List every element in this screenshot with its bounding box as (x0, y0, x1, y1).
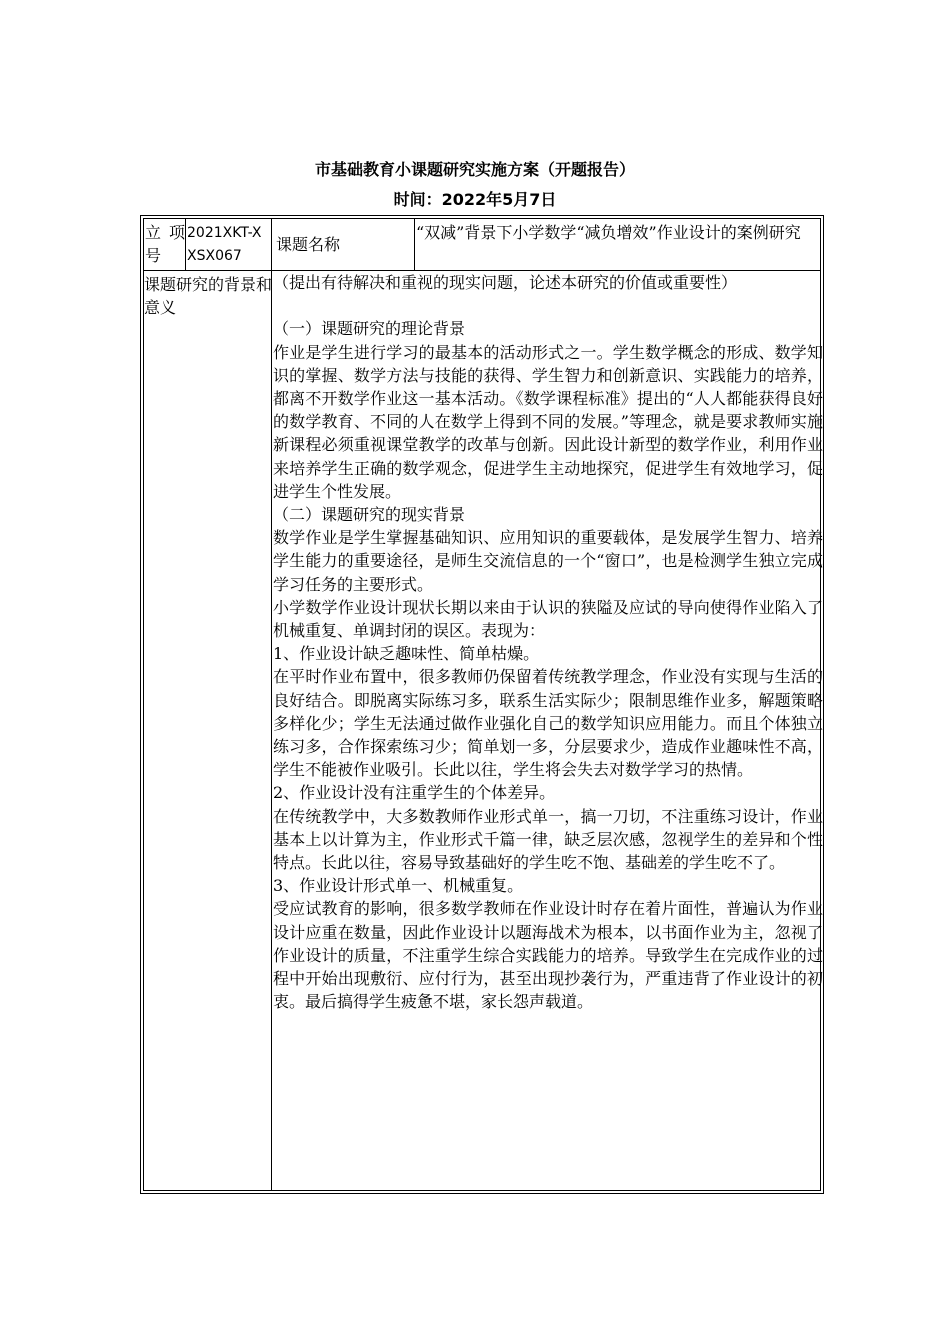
issue-1-heading: 1、作业设计缺乏趣味性、简单枯燥。 (273, 644, 540, 664)
document-title: 市基础教育小课题研究实施方案（开题报告） (314, 160, 635, 179)
label-project-id: 立 项号 (145, 223, 185, 265)
background-content (273, 271, 823, 1013)
practice-heading: （二）课题研究的现实背景 (273, 505, 466, 525)
blank-line (273, 294, 823, 317)
label-project-name: 课题名称 (276, 235, 341, 254)
col-divider-2 (271, 218, 272, 1191)
issue-3-heading: 3、作业设计形式单一、机械重复。 (273, 876, 524, 896)
project-name-value: “双减”背景下小学数学“减负增效”作业设计的案例研究 (416, 223, 801, 242)
col-divider-1 (185, 218, 186, 271)
theory-heading: （一）课题研究的理论背景 (273, 319, 466, 339)
practice-paragraph-2: 小学数学作业设计现状长期以来由于认识的狭隘及应试的导向使得作业陷入了机械重复、单调封闭的误区。表现为： (273, 597, 823, 641)
issue-2-heading: 2、作业设计没有注重学生的个体差异。 (273, 783, 556, 803)
theory-paragraph: 作业是学生进行学习的最基本的活动形式之一。学生数学概念的形成、数学知识的掌握、数学方法与技能的获得、学生智力和创新意识、实践能力的培养，都离不开数学作业这一基本活动。《数学课程标准》提出的“人人都能获得良好的数学教育、不同的人在数学上得到不同的发展。”等理念，就是要求教师实施新课程必须重视课堂教学的改革与创新。因此设计新型的数学作业，利用作业来培养学生正确的数学观念，促进学生主动地探究，促进学生有效地学习，促进学生个性发展。 (273, 342, 823, 501)
document-date: 时间：2022年5月7日 (393, 190, 557, 209)
issue-2-paragraph: 在传统教学中，大多数教师作业形式单一，搞一刀切，不注重练习设计，作业基本上以计算为主，作业形式千篇一律，缺乏层次感，忽视学生的差异和个性特点。长此以往，容易导致基础好的学生吃不饱、基础差的学生吃不了。 (273, 806, 823, 873)
project-id-value: 2021XKT-XXSX067 (187, 225, 262, 264)
col-divider-3 (414, 218, 415, 271)
issue-3-paragraph: 受应试教育的影响，很多数学教师在作业设计时存在着片面性，普遍认为作业设计应重在数量，因此作业设计以题海战术为根本，以书面作业为主，忽视了作业设计的质量，不注重学生综合实践能力的培养。导致学生在完成作业的过程中开始出现敷衍、应付行为，甚至出现抄袭行为，严重违背了作业设计的初衷。最后搞得学生疲惫不堪，家长怨声载道。 (273, 899, 823, 1012)
practice-paragraph-1: 数学作业是学生掌握基础知识、应用知识的重要载体，是发展学生智力、培养学生能力的重要途径，是师生交流信息的一个“窗口”，也是检测学生独立完成学习任务的主要形式。 (273, 528, 823, 594)
content-intro: （提出有待解决和重视的现实问题，论述本研究的价值或重要性） (273, 273, 738, 292)
label-background-significance: 课题研究的背景和意义 (144, 275, 273, 317)
issue-1-paragraph: 在平时作业布置中，很多教师仍保留着传统教学理念，作业没有实现与生活的良好结合。即脱离实际练习多，联系生活实际少；限制思维作业多，解题策略多样化少；学生无法通过做作业强化自己的数学知识应用能力。而且个体独立练习多，合作探索练习少；简单划一多，分层要求少，造成作业趣味性不高，学生不能被作业吸引。长此以往，学生将会失去对数学学习的热情。 (273, 667, 823, 780)
